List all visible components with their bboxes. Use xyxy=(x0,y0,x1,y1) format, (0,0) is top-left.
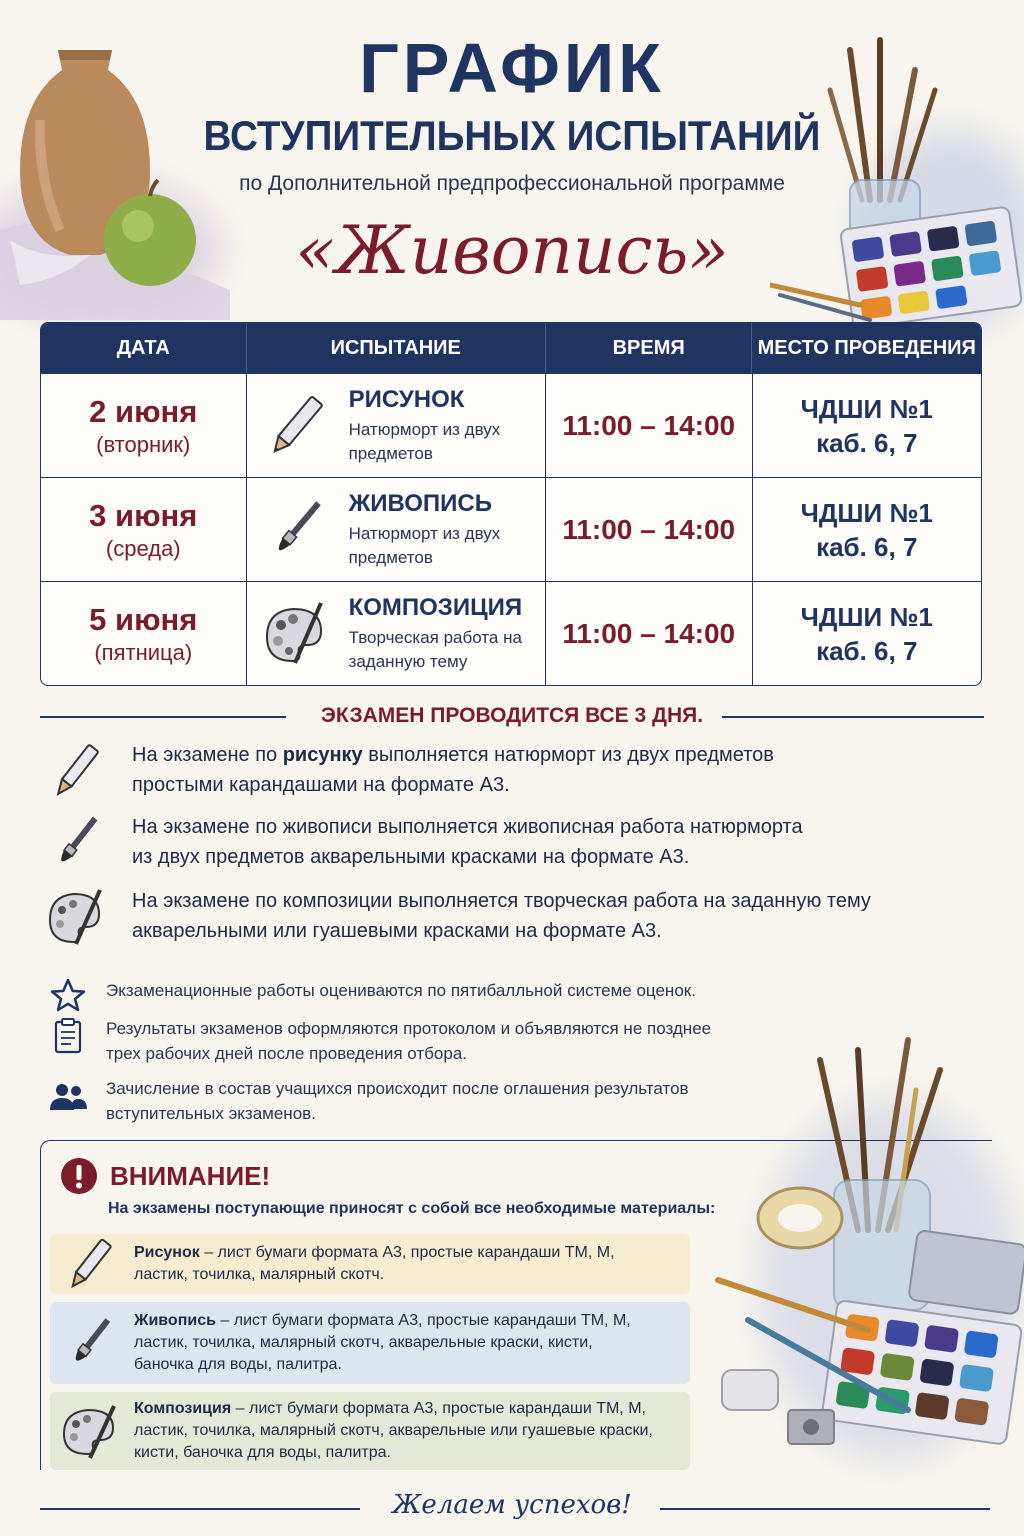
test-desc-line1: Натюрморт из двух xyxy=(348,419,501,439)
material-line1: – лист бумаги формата А3, простые карандаши ТМ, М, xyxy=(231,1400,646,1417)
info-text-line1: Экзаменационные работы оцениваются по пятибалльной системе оценок. xyxy=(106,981,696,1000)
info-enrollment xyxy=(48,1076,808,1126)
info-text-line1: Зачисление в состав учащихся происходит после оглашения результатов xyxy=(106,1079,689,1098)
weekday: (пятница) xyxy=(94,639,193,665)
page-subtitle: ВСТУПИТЕЛЬНЫХ ИСПЫТАНИЙ xyxy=(203,112,821,159)
date-cell xyxy=(41,478,247,581)
test-desc-line1: Натюрморт из двух xyxy=(348,523,501,543)
pencil-icon xyxy=(48,740,104,802)
table-header xyxy=(41,323,981,373)
test-desc-line2: предметов xyxy=(348,547,433,567)
material-line1: – лист бумаги формата А3, простые карандаши ТМ, М, xyxy=(199,1244,615,1261)
paintbrush-icon xyxy=(62,1314,118,1372)
paintbrush-icon xyxy=(48,812,104,874)
palette-icon xyxy=(48,886,104,948)
note-text-post: выполняется натюрморт из двух предметов xyxy=(362,744,774,766)
materials-drawing xyxy=(50,1234,690,1294)
test-desc-line2: заданную тему xyxy=(348,651,468,671)
info-text-line2: вступительных экзаменов. xyxy=(106,1104,316,1123)
header-test: ИСПЫТАНИЕ xyxy=(247,323,546,373)
note-text-pre: На экзамене по xyxy=(132,744,283,766)
time: 11:00 – 14:00 xyxy=(562,409,736,441)
note-text-line2: из двух предметов акварельными красками на формате А3. xyxy=(132,846,690,868)
program-name: «Живопись» xyxy=(295,212,729,289)
material-line2: ластик, точилка, малярный скотч, акварельные или гуашевые краски, xyxy=(134,1422,653,1439)
header-place: МЕСТО ПРОВЕДЕНИЯ xyxy=(757,336,976,359)
material-line3: баночка для воды, палитра. xyxy=(134,1356,342,1373)
schedule-table xyxy=(40,322,982,686)
weekday: (среда) xyxy=(105,535,181,561)
page-title: ГРАФИК xyxy=(359,29,665,107)
note-composition xyxy=(48,886,948,948)
test-name: ЖИВОПИСЬ xyxy=(348,489,492,517)
place-room: каб. 6, 7 xyxy=(816,635,918,666)
header-time: ВРЕМЯ xyxy=(546,323,753,373)
date: 3 июня xyxy=(89,497,198,533)
test-cell xyxy=(247,374,546,477)
material-line3: кисти, баночка для воды, палитра. xyxy=(134,1444,391,1461)
note-text-line2: акварельными или гуашевыми красками на формате А3. xyxy=(132,920,662,942)
info-grading xyxy=(48,976,808,1016)
place-building: ЧДШИ №1 xyxy=(800,393,933,424)
note-drawing xyxy=(48,740,948,802)
clipboard-icon xyxy=(48,1016,88,1056)
table-row xyxy=(41,373,981,477)
note-text-line1: На экзамене по живописи выполняется живописная работа натюрморта xyxy=(132,816,803,838)
attention-title: ВНИМАНИЕ! xyxy=(110,1160,271,1191)
date: 5 июня xyxy=(89,601,198,637)
time: 11:00 – 14:00 xyxy=(562,617,736,649)
table-row xyxy=(41,581,981,685)
place-room: каб. 6, 7 xyxy=(816,531,918,562)
material-line2: ластик, точилка, малярный скотч, акварельные краски, кисти, xyxy=(134,1334,593,1351)
material-name: Рисунок xyxy=(134,1244,200,1261)
place-cell xyxy=(753,478,982,581)
date: 2 июня xyxy=(89,393,198,429)
test-desc-line2: предметов xyxy=(348,443,433,463)
material-name: Композиция xyxy=(134,1400,232,1417)
date-cell xyxy=(41,582,247,685)
footer-wish: Желаем успехов! xyxy=(392,1490,632,1520)
test-desc-line1: Творческая работа на xyxy=(348,627,522,647)
time-cell xyxy=(546,478,753,581)
note-text-line1: На экзамене по композиции выполняется творческая работа на заданную тему xyxy=(132,890,871,912)
pencil-icon xyxy=(265,391,327,461)
users-icon xyxy=(48,1076,88,1116)
place-cell xyxy=(753,374,982,477)
exam-days-note: ЭКЗАМЕН ПРОВОДИТСЯ ВСЕ 3 ДНЯ. xyxy=(320,704,704,727)
place-cell xyxy=(753,582,982,685)
weekday: (вторник) xyxy=(96,431,191,457)
paintbrush-icon xyxy=(265,495,327,565)
time-cell xyxy=(546,374,753,477)
place-building: ЧДШИ №1 xyxy=(800,601,933,632)
header-date: ДАТА xyxy=(41,323,247,373)
date-cell xyxy=(41,374,247,477)
time-cell xyxy=(546,582,753,685)
attention-subtitle: На экзамены поступающие приносят с собой все необходимые материалы: xyxy=(108,1200,716,1217)
art-supplies-illustration xyxy=(708,1030,1024,1470)
material-line2: ластик, точилка, малярный скотч. xyxy=(134,1266,385,1283)
place-room: каб. 6, 7 xyxy=(816,427,918,458)
materials-composition xyxy=(50,1392,690,1470)
note-text-bold: рисунку xyxy=(282,744,363,766)
note-painting xyxy=(48,812,948,874)
info-text-line2: трех рабочих дней после проведения отбора. xyxy=(106,1044,468,1063)
material-name: Живопись xyxy=(134,1312,216,1329)
table-row xyxy=(41,477,981,581)
palette-icon xyxy=(62,1402,118,1460)
test-cell xyxy=(247,478,546,581)
place-building: ЧДШИ №1 xyxy=(800,497,933,528)
pencil-icon xyxy=(62,1235,118,1293)
time: 11:00 – 14:00 xyxy=(562,513,736,545)
palette-icon xyxy=(265,599,327,669)
test-name: КОМПОЗИЦИЯ xyxy=(348,593,523,621)
info-text-line1: Результаты экзаменов оформляются протоколом и объявляются не позднее xyxy=(106,1019,712,1038)
program-description: по Дополнительной предпрофессиональной программе xyxy=(239,172,785,195)
exclamation-icon xyxy=(60,1157,98,1195)
attention-header xyxy=(60,1157,270,1195)
test-name: РИСУНОК xyxy=(348,385,465,413)
note-text-line2: простыми карандашами на формате А3. xyxy=(132,774,510,796)
info-results xyxy=(48,1016,808,1066)
materials-painting xyxy=(50,1302,690,1384)
material-line1: – лист бумаги формата А3, простые карандаши ТМ, М, xyxy=(215,1312,631,1329)
star-icon xyxy=(48,976,88,1016)
test-cell xyxy=(247,582,546,685)
